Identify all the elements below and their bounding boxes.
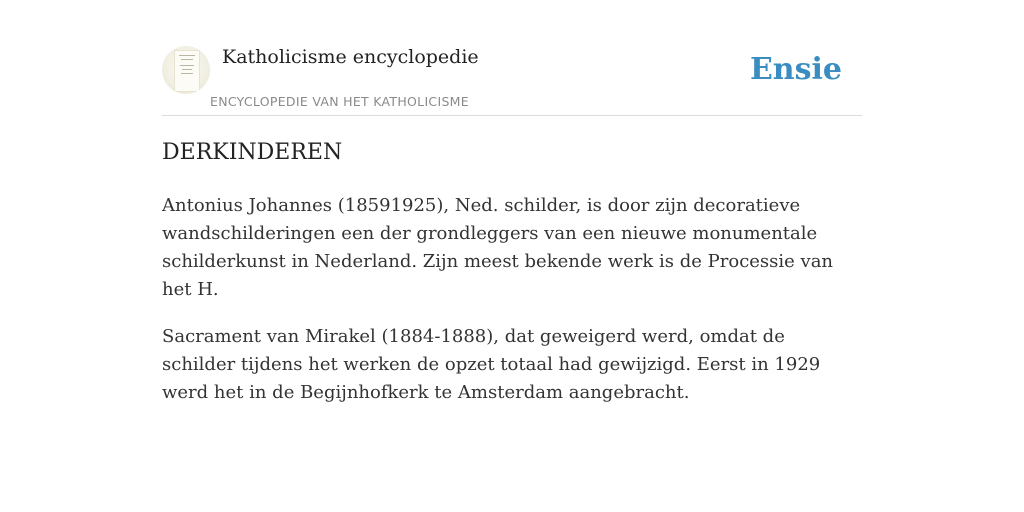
entry-paragraph: Antonius Johannes (18591925), Ned. schilder, is door zijn decoratieve wandschilderingen een der grondleggers van een nieuwe monumentale schilderkunst in Nederland. Zijn meest bekende werk is de Processie van het H. [162,195,834,300]
book-title-link[interactable]: Katholicisme encyclopedie [222,46,479,68]
book-cover-page [174,50,200,92]
entry-paragraph: Sacrament van Mirakel (1884-1888), dat geweigerd werd, omdat de schilder tijdens het werken de opzet totaal had gewijzigd. Eerst in 1929 werd het in de Begijnhofkerk te Amsterdam aangebracht. [162,326,821,403]
entry-body [162,192,862,426]
entry-title: DERKINDEREN [162,140,343,165]
encyclopedia-header [162,44,862,116]
ensie-logo-link[interactable]: Ensie [749,52,842,87]
book-subtitle: ENCYCLOPEDIE VAN HET KATHOLICISME [210,94,469,109]
book-cover-icon[interactable] [162,46,210,94]
